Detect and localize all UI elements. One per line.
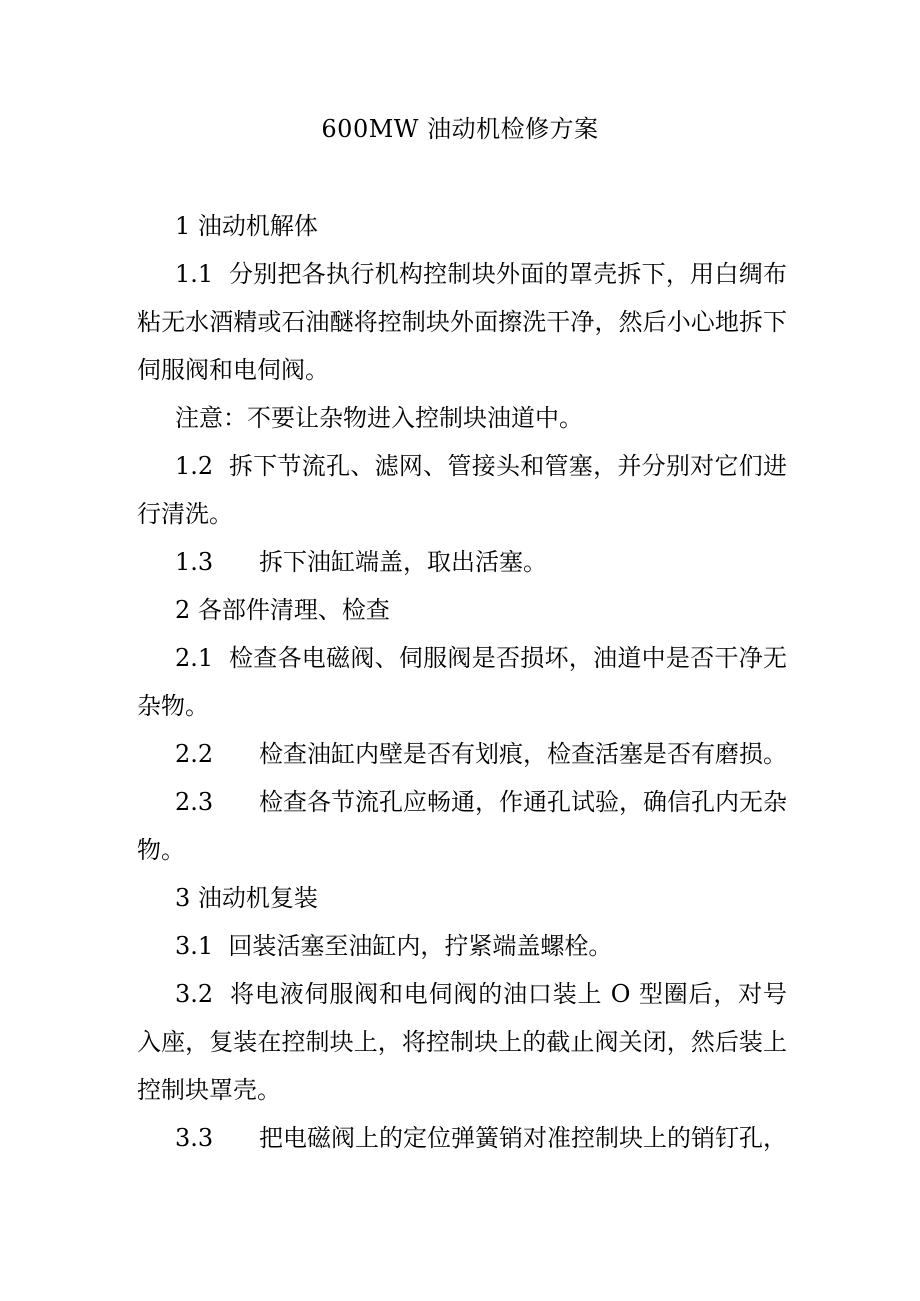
paragraph-1-1: 1.1 分别把各执行机构控制块外面的罩壳拆下，用白绸布粘无水酒精或石油醚将控制块外面擦洗干净，然后小心地拆下伺服阀和电伺阀。 <box>137 260 787 384</box>
section-heading-3: 3 油动机复装 <box>175 884 318 912</box>
paragraph-3-1: 3.1 回装活塞至油缸内，拧紧端盖螺栓。 <box>175 932 613 960</box>
paragraph-3-2: 3.2 将电液伺服阀和电伺阀的油口装上 O 型圈后，对号入座，复装在控制块上，将控制块上的截止阀关闭，然后装上控制块罩壳。 <box>137 980 787 1104</box>
paragraph-1-2: 1.2 拆下节流孔、滤网、管接头和管塞，并分别对它们进行清洗。 <box>137 452 787 528</box>
section-heading-1: 1 油动机解体 <box>175 212 318 240</box>
document-body <box>137 202 787 1162</box>
section-heading-2: 2 各部件清理、检查 <box>175 596 390 624</box>
paragraph-1-3: 1.3 拆下油缸端盖，取出活塞。 <box>175 548 547 576</box>
document-title: 600MW 油动机检修方案 <box>321 115 599 143</box>
paragraph-2-2: 2.2 检查油缸内壁是否有划痕，检查活塞是否有磨损。 <box>175 740 787 768</box>
note-paragraph: 注意：不要让杂物进入控制块油道中。 <box>175 404 583 432</box>
paragraph-3-3: 3.3 把电磁阀上的定位弹簧销对准控制块上的销钉孔， <box>175 1124 787 1152</box>
paragraph-2-1: 2.1 检查各电磁阀、伺服阀是否损坏，油道中是否干净无杂物。 <box>137 644 787 720</box>
paragraph-2-3: 2.3 检查各节流孔应畅通，作通孔试验，确信孔内无杂物。 <box>137 788 787 864</box>
